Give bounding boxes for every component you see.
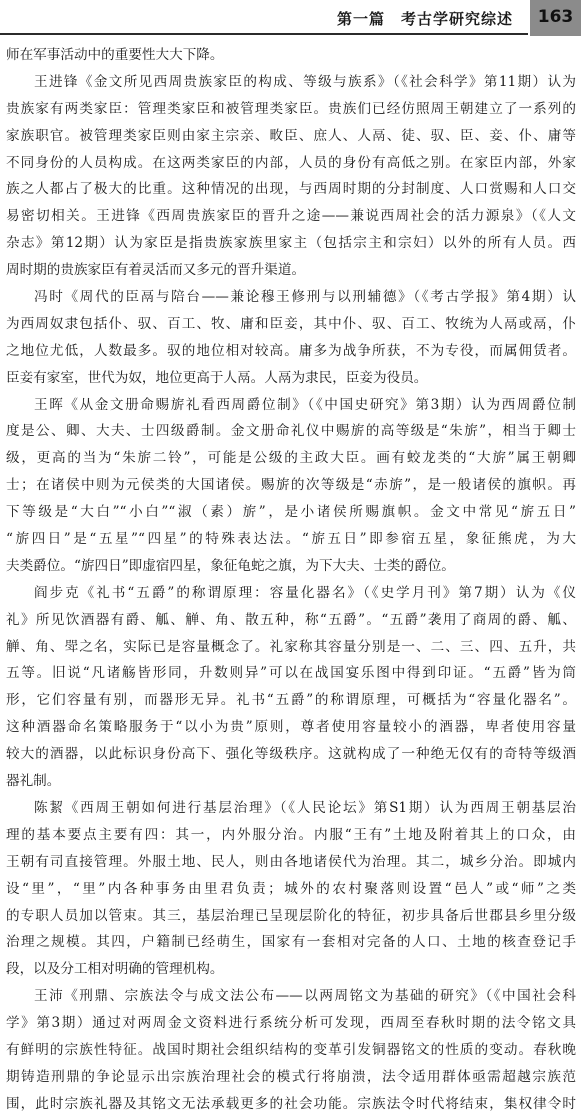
text-line: 的专职人员加以管束。其三，基层治理已呈现层阶化的特征，初步具备后世郡县乡里分级 bbox=[6, 907, 576, 924]
text-line: 学》第3期）通过对两周金文资料进行系统分析可发现，西周至春秋时期的法令铭文具 bbox=[6, 1015, 576, 1032]
text-line: 较大的酒器，以此标识身份高下、强化等级秩序。这就构成了一种绝无仅有的奇特等级酒 bbox=[6, 746, 576, 763]
text-line: 家族职官。被管理类家臣则由家主宗亲、畋臣、庶人、人鬲、徒、驭、臣、妾、仆、庸等 bbox=[6, 127, 576, 144]
running-head-title: 第一篇 考古学研究综述 bbox=[336, 10, 513, 28]
header-rule bbox=[0, 33, 528, 35]
text-line: 之地位尤低，人数最多。驭的地位相对较高。庸多为战争所获，不为专役，而属佣赁者。 bbox=[6, 342, 576, 359]
text-line: 礼》所见饮酒器有爵、觚、觯、角、散五种，称“五爵”。“五爵”袭用了商周的爵、觚、 bbox=[6, 611, 576, 628]
text-line: 围，此时宗族礼器及其铭文无法承载更多的社会功能。宗族法令时代将结束，集权律令时 bbox=[6, 1095, 576, 1112]
text-line: 夫类爵位。“旂四日”即虚宿四星，象征龟蛇之旗，为下大夫、士类的爵位。 bbox=[6, 557, 455, 574]
body-text bbox=[6, 42, 576, 1118]
text-line: 士；在诸侯中则为元侯类的大国诸侯。赐旂的次等级是“赤旂”，是一般诸侯的旗帜。再 bbox=[6, 477, 576, 494]
text-line: 有鲜明的宗族性特征。战国时期社会组织结构的变革引发铜器铭文的性质的变动。春秋晚 bbox=[6, 1041, 576, 1058]
text-line: 期铸造刑鼎的争论显示出宗族治理社会的模式行将崩溃，法令适用群体亟需超越宗族范 bbox=[6, 1068, 576, 1085]
text-line: 理的基本要点主要有四：其一，内外服分治。内服“王有”土地及附着其上的口众，由 bbox=[6, 826, 576, 843]
text-line: 冯时《周代的臣鬲与陪台——兼论穆王修刑与以刑辅德》（《考古学报》第4期）认 bbox=[34, 289, 576, 306]
text-line: 杂志》第12期）认为家臣是指贵族家族里家主（包括宗主和宗妇）以外的所有人员。西 bbox=[6, 235, 576, 252]
text-line: 觯、角、斝之名，实际已是容量概念了。礼家称其容量分别是一、二、三、四、五升，共 bbox=[6, 638, 576, 655]
text-line: 王沛《刑鼎、宗族法令与成文法公布——以两周铭文为基础的研究》（《中国社会科 bbox=[34, 988, 576, 1005]
text-line: 下等级是“大白”“小白”“淑（素）旂”，是小诸侯所赐旗帜。金文中常见“旂五日” bbox=[6, 504, 576, 521]
text-line: 形，它们容量有别，而器形无异。礼书“五爵”的称谓原理，可概括为“容量化器名”。 bbox=[6, 692, 576, 709]
text-line: 王进锋《金文所见西周贵族家臣的构成、等级与族系》（《社会科学》第11期）认为 bbox=[34, 73, 576, 90]
text-line: 段，以及分工相对明确的管理机构。 bbox=[6, 961, 224, 978]
text-line: 五等。旧说“凡诸觞皆形同，升数则异”可以在战国宴乐图中得到印证。“五爵”皆为筒 bbox=[6, 665, 576, 682]
text-line: 设“里”，“里”内各种事务由里君负责；城外的农村聚落则设置“邑人”或“师”之类 bbox=[6, 880, 576, 897]
text-line: 为西周奴隶包括仆、驭、百工、牧、庸和臣妾，其中仆、驭、百工、牧统为人鬲或鬲，仆 bbox=[6, 315, 576, 332]
text-line: 臣妾有家室，世代为奴，地位更高于人鬲。人鬲为隶民，臣妾为役员。 bbox=[6, 369, 428, 386]
text-line: 族之人都占了极大的比重。这种情况的出现，与西周时期的分封制度、人口赏赐和人口交 bbox=[6, 181, 576, 198]
text-line: 治理之规模。其四，户籍制已经萌生，国家有一套相对完备的人口、土地的核查登记手 bbox=[6, 934, 576, 951]
text-line: 王朝有司直接管理。外服土地、民人，则由各地诸侯代为治理。其二，城乡分治。即城内 bbox=[6, 853, 576, 870]
text-line: 阎步克《礼书“五爵”的称谓原理：容量化器名》（《史学月刊》第7期）认为《仪 bbox=[34, 584, 576, 601]
text-line: 器礼制。 bbox=[6, 773, 61, 790]
text-line: 王晖《从金文册命赐旂礼看西周爵位制》（《中国史研究》第3期）认为西周爵位制 bbox=[34, 396, 576, 413]
text-line: 易密切相关。王进锋《西周贵族家臣的晋升之途——兼说西周社会的活力源泉》（《人文 bbox=[6, 208, 576, 225]
page-number: 163 bbox=[537, 7, 574, 27]
page-header bbox=[0, 0, 581, 40]
text-line: “旂四日”是“五星”“四星”的特殊表达法。“旂五日”即参宿五星，象征熊虎，为大 bbox=[6, 531, 576, 548]
text-line: 级，更高的当为“朱旂二铃”，可能是公级的主政大臣。画有蛟龙类的“大旂”属王朝卿 bbox=[6, 450, 576, 467]
text-line: 这种酒器命名策略服务于“以小为贵”原则，尊者使用容量较小的酒器，卑者使用容量 bbox=[6, 719, 576, 736]
text-line: 不同身份的人员构成。在这两类家臣的内部，人员的身份有高低之别。在家臣内部，外家 bbox=[6, 154, 576, 171]
text-line: 陈絜《西周王朝如何进行基层治理》（《人民论坛》第S1期）认为西周王朝基层治 bbox=[34, 799, 576, 816]
page-number-box bbox=[530, 0, 581, 36]
text-line: 贵族家有两类家臣：管理类家臣和被管理类家臣。贵族们已经仿照周王朝建立了一系列的 bbox=[6, 100, 576, 117]
text-line: 周时期的贵族家臣有着灵活而又多元的晋升渠道。 bbox=[6, 262, 306, 279]
text-line: 度是公、卿、大夫、士四级爵制。金文册命礼仪中赐旂的高等级是“朱旂”，相当于卿士 bbox=[6, 423, 576, 440]
text-line: 师在军事活动中的重要性大大下降。 bbox=[6, 47, 224, 63]
